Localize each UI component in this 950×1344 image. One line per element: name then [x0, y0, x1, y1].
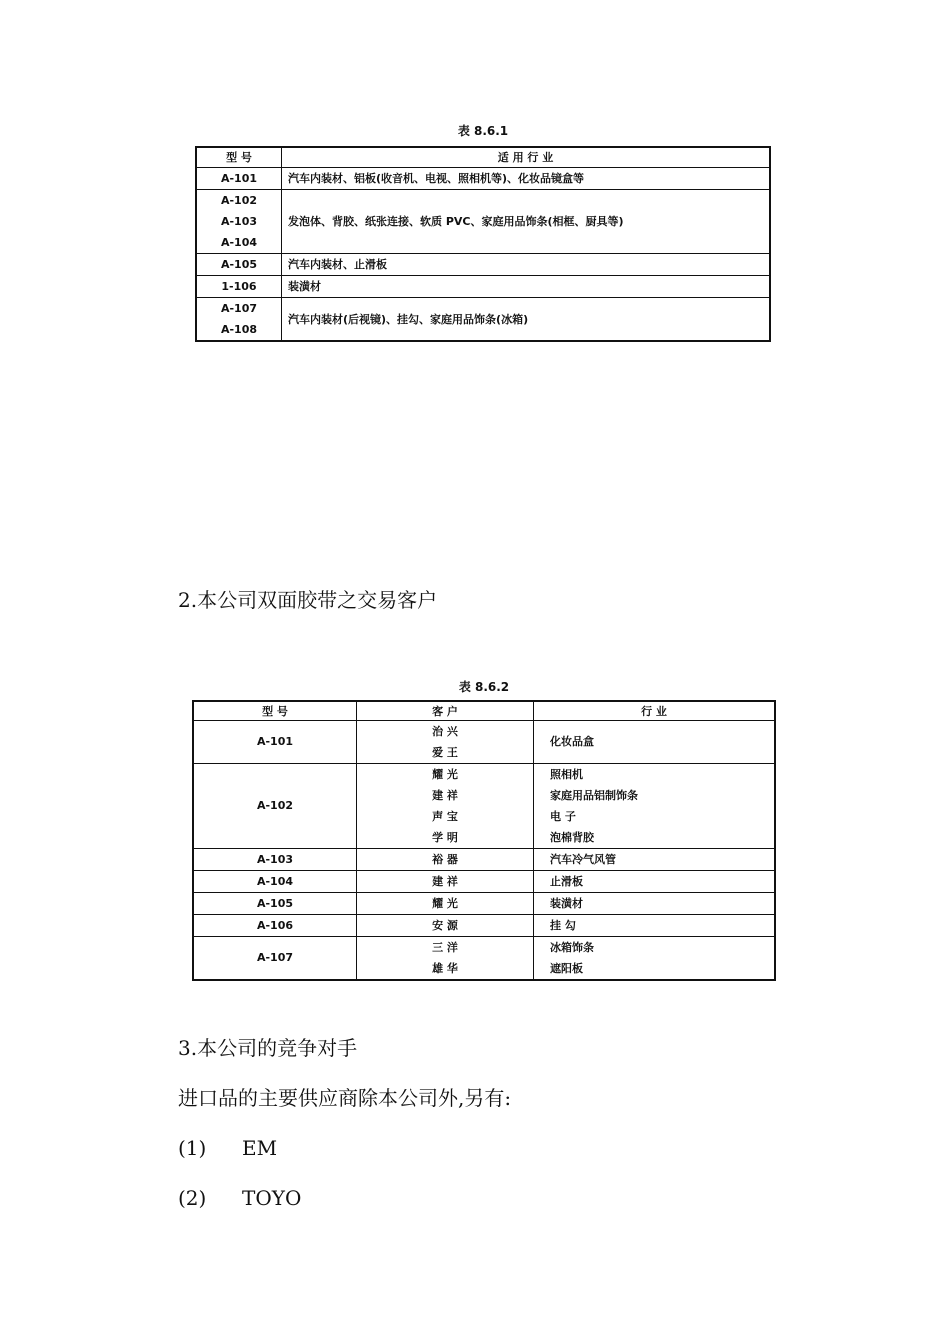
table2-header-model: 型 号 — [193, 701, 357, 720]
table2-customer: 雄 华 — [432, 961, 458, 975]
competitor-num: (1) — [178, 1136, 207, 1160]
table2-customer: 建 祥 — [432, 788, 458, 802]
table2-row — [193, 892, 775, 914]
table2-industry: 挂 勾 — [550, 918, 576, 932]
table2-row — [193, 763, 775, 848]
table1-model: A-105 — [220, 257, 258, 271]
table2-row — [193, 870, 775, 892]
table2-customer-cell — [357, 892, 534, 914]
table1 — [195, 146, 771, 342]
competitor-name: TOYO — [242, 1186, 302, 1210]
table2 — [192, 700, 776, 981]
table1-model: A-101 — [220, 171, 258, 185]
table2-customer: 裕 器 — [432, 852, 458, 866]
table2-industry: 照相机 — [550, 767, 583, 781]
table1-model-cell — [196, 189, 282, 253]
table2-model: A-104 — [193, 870, 357, 892]
table2-industry-cell — [534, 870, 776, 892]
table2-customer-cell — [357, 848, 534, 870]
table2-row — [193, 914, 775, 936]
competitor-name: EM — [242, 1136, 278, 1160]
table2-industry-cell — [534, 914, 776, 936]
table2-industry: 汽车冷气风管 — [550, 852, 616, 866]
table2-customer-cell — [357, 870, 534, 892]
table2-model: A-102 — [193, 763, 357, 848]
table2-customer: 学 明 — [432, 830, 458, 844]
table2-industry-cell — [534, 720, 776, 763]
table2-customer-cell — [357, 914, 534, 936]
table2-industry-cell — [534, 763, 776, 848]
table1-row — [196, 275, 770, 297]
table1-header-industry: 适 用 行 业 — [282, 147, 771, 167]
table1-model-cell — [196, 167, 282, 189]
table2-customer: 耀 光 — [432, 896, 458, 910]
table2-customer: 建 祥 — [432, 874, 458, 888]
table2-customer-cell — [357, 763, 534, 848]
competitor-item — [178, 1186, 301, 1210]
table1-model: A-103 — [220, 214, 258, 228]
table1-row — [196, 189, 770, 253]
table2-industry: 止滑板 — [550, 874, 583, 888]
competitor-num: (2) — [178, 1186, 207, 1210]
table1-row — [196, 253, 770, 275]
table1-model-cell — [196, 275, 282, 297]
table1-industry: 汽车内装材、止滑板 — [282, 253, 771, 275]
table2-header-industry: 行 业 — [534, 701, 776, 720]
table2-row — [193, 848, 775, 870]
table1-model-cell — [196, 297, 282, 341]
table2-industry: 遮阳板 — [550, 961, 583, 975]
table1-model-cell — [196, 253, 282, 275]
table2-customer-cell — [357, 720, 534, 763]
table1-model: 1-106 — [221, 279, 257, 293]
table1-industry: 汽车内装材(后视镜)、挂勾、家庭用品饰条(冰箱) — [282, 297, 771, 341]
table2-industry-cell — [534, 936, 776, 980]
table1-industry: 汽车内装材、铝板(收音机、电视、照相机等)、化妆品镜盒等 — [282, 167, 771, 189]
table2-industry: 泡棉背胶 — [550, 830, 594, 844]
table1-row — [196, 297, 770, 341]
table2-header-customer: 客 户 — [357, 701, 534, 720]
table2-customer: 安 源 — [432, 918, 458, 932]
table2-customer-cell — [357, 936, 534, 980]
table2-industry-cell — [534, 848, 776, 870]
table2-customer: 治 兴 — [432, 724, 458, 738]
table2-model: A-103 — [193, 848, 357, 870]
table2-industry: 冰箱饰条 — [550, 940, 594, 954]
table2-model: A-101 — [193, 720, 357, 763]
section3-intro: 进口品的主要供应商除本公司外,另有: — [178, 1086, 512, 1110]
table2-industry-cell — [534, 892, 776, 914]
table1-model: A-104 — [220, 235, 258, 249]
table1-caption: 表 8.6.1 — [457, 124, 509, 138]
competitor-item — [178, 1136, 277, 1160]
table2-model: A-106 — [193, 914, 357, 936]
table1-model: A-102 — [220, 193, 258, 207]
table1-row — [196, 167, 770, 189]
table2-customer: 爱 王 — [432, 745, 458, 759]
table2-customer: 耀 光 — [432, 767, 458, 781]
table2-customer: 三 洋 — [432, 940, 458, 954]
section3-heading: 3.本公司的竞争对手 — [178, 1036, 358, 1060]
table2-customer: 声 宝 — [432, 809, 458, 823]
table1-industry: 装潢材 — [282, 275, 771, 297]
table2-industry: 化妆品盒 — [550, 735, 594, 748]
table2-industry: 装潢材 — [550, 896, 583, 910]
table1-model: A-108 — [220, 322, 258, 336]
table2-industry: 电 子 — [550, 809, 576, 823]
table2-row — [193, 936, 775, 980]
table1-model: A-107 — [220, 301, 258, 315]
table2-caption: 表 8.6.2 — [458, 680, 510, 694]
table2-model: A-105 — [193, 892, 357, 914]
section2-heading: 2.本公司双面胶带之交易客户 — [178, 588, 438, 612]
table2-industry: 家庭用品铝制饰条 — [550, 788, 638, 802]
table2-model: A-107 — [193, 936, 357, 980]
table1-header-model: 型 号 — [196, 147, 282, 167]
table2-row — [193, 720, 775, 763]
table1-industry: 发泡体、背胶、纸张连接、软质 PVC、家庭用品饰条(相框、厨具等) — [282, 189, 771, 253]
